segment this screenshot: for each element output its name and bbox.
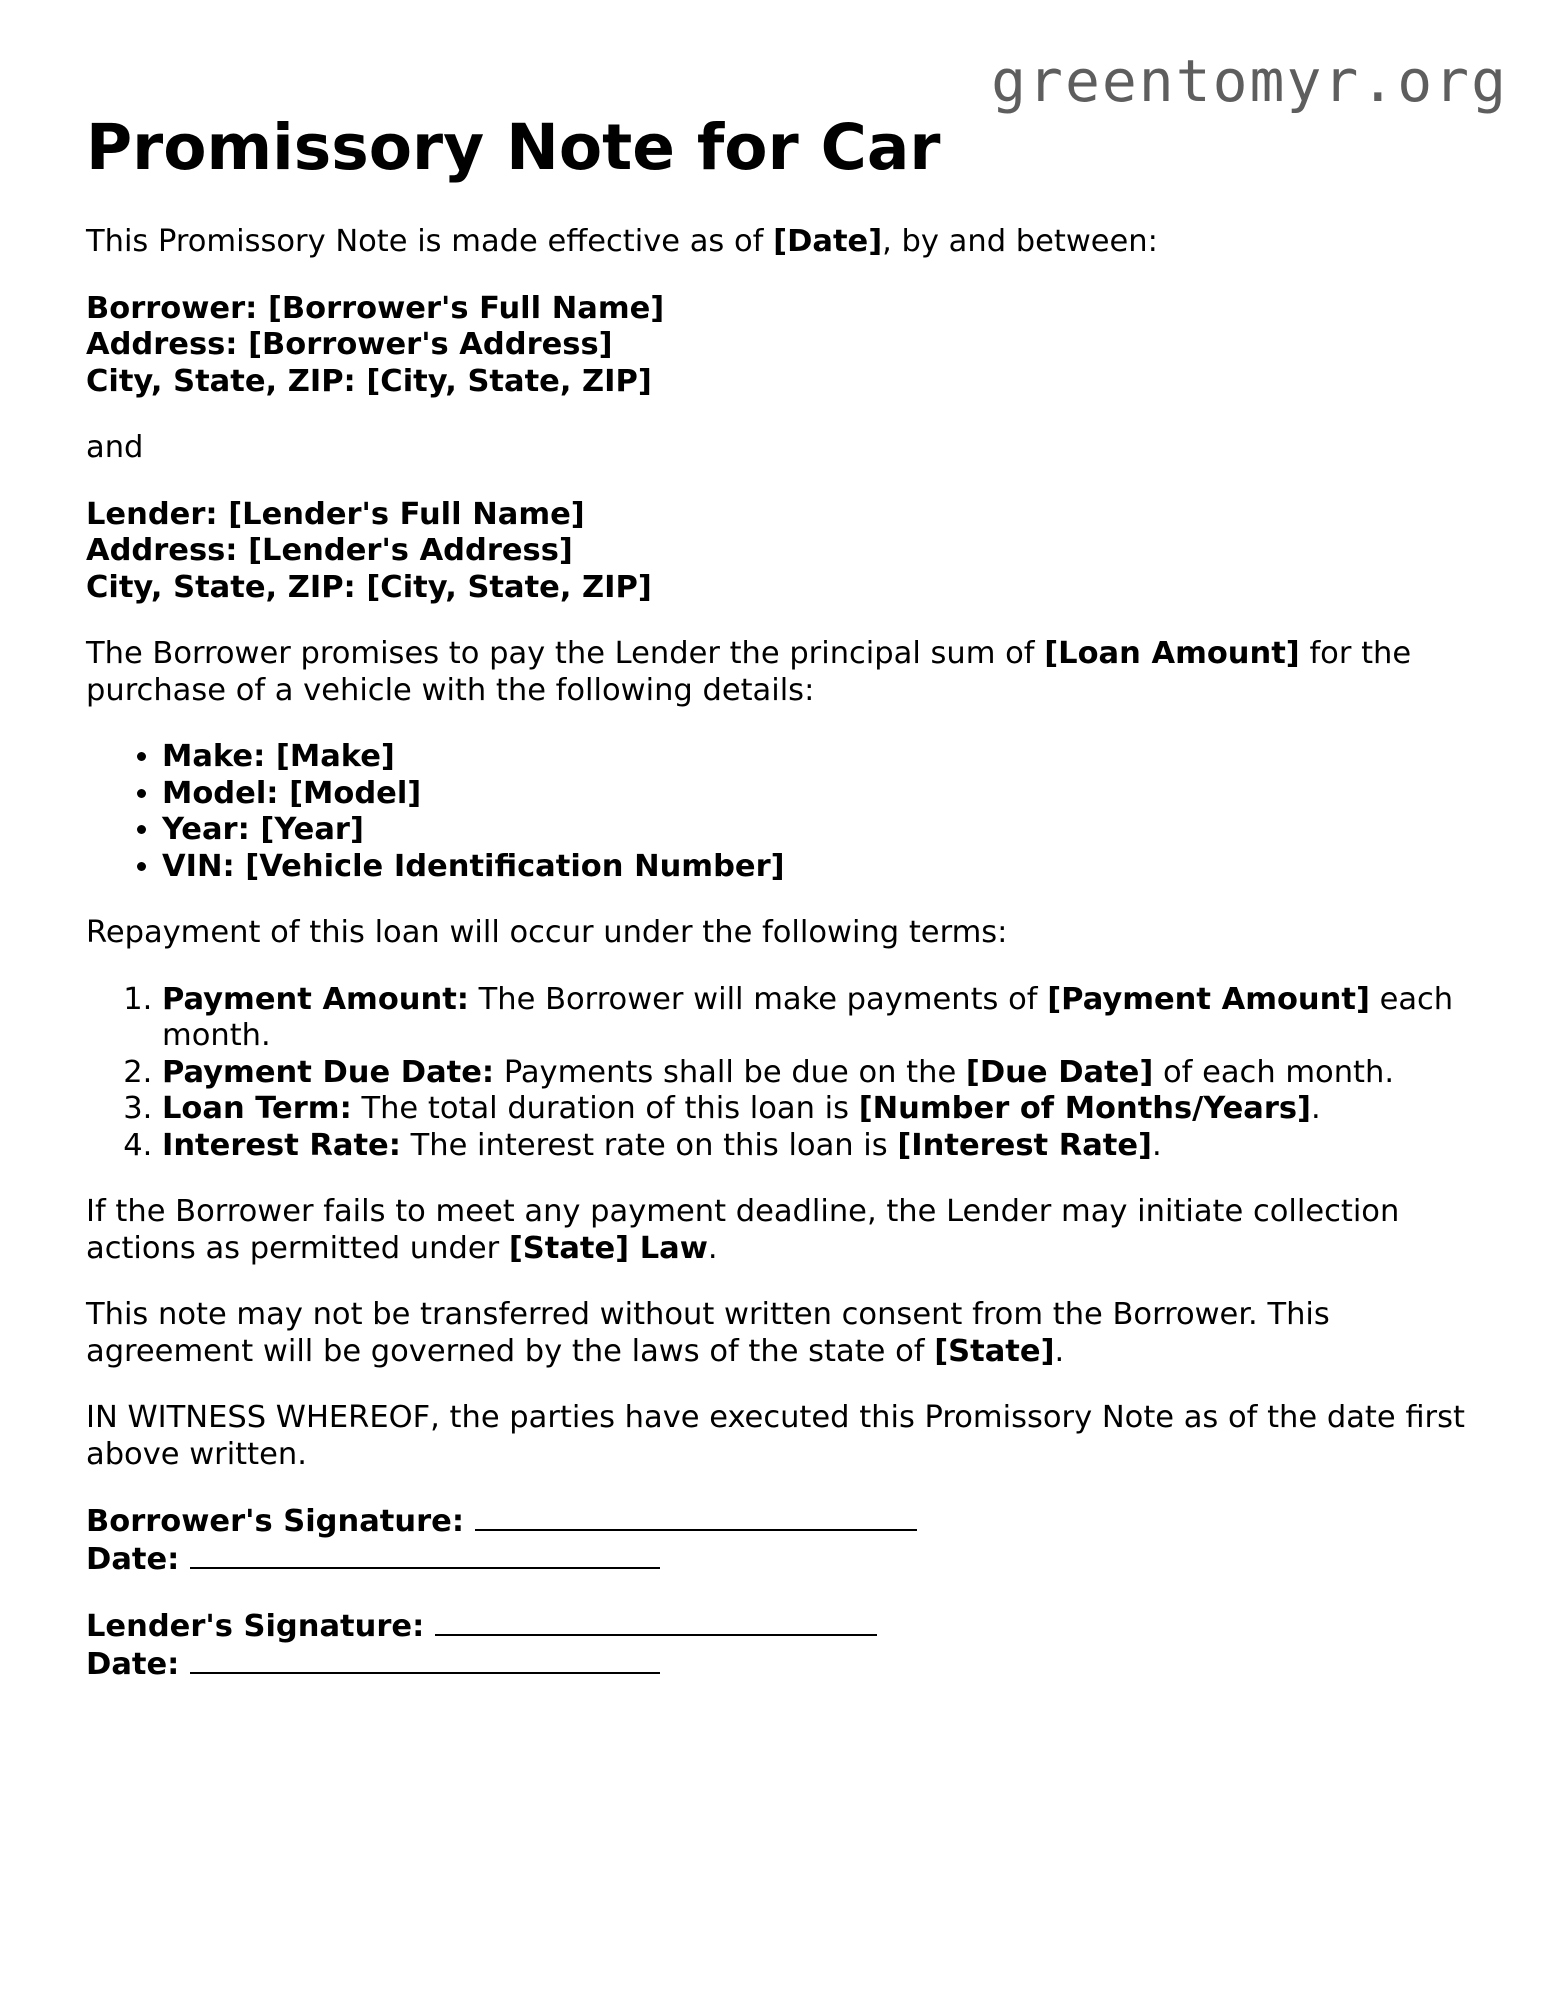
borrower-date-line[interactable]: [190, 1541, 660, 1569]
lender-block: [86, 497, 1472, 607]
vehicle-make: • Make: [Make]: [162, 739, 1472, 776]
terms-intro: Repayment of this loan will occur under the following terms:: [86, 915, 1008, 950]
borrower-signature-block: [86, 1503, 1472, 1578]
lender-address-line: Address: [Lender's Address]: [86, 533, 573, 568]
lender-city-line: City, State, ZIP: [City, State, ZIP]: [86, 569, 652, 605]
term-text: Payments shall be due on the: [494, 1054, 966, 1090]
intro-paragraph: [86, 224, 1472, 261]
watermark: greentomyr.org: [991, 47, 1508, 115]
term-label: Interest Rate:: [162, 1127, 401, 1163]
term-text: each month.: [162, 981, 1454, 1053]
lender-signature-label: Lender's Signature:: [86, 1609, 425, 1644]
vehicle-model: • Model: [Model]: [162, 776, 1472, 813]
term-text: The interest rate on this loan is: [400, 1127, 898, 1163]
borrower-block: [86, 291, 1472, 401]
page-title: Promissory Note for Car: [86, 111, 941, 184]
term-text: The total duration of this loan is: [351, 1091, 859, 1126]
document-page: [86, 110, 1472, 1683]
vehicle-year: • Year: [Year]: [162, 812, 1472, 849]
borrower-address-line: Address: [Borrower's Address]: [86, 327, 613, 362]
intro-suffix: , by and between:: [882, 224, 1158, 259]
repayment-terms-list: [86, 982, 1472, 1165]
term-interest-rate: [162, 1128, 1472, 1165]
and-text: and: [86, 430, 144, 465]
term-text: .: [1151, 1127, 1162, 1163]
transfer-suffix: .: [1054, 1333, 1065, 1369]
witness-paragraph: IN WITNESS WHEREOF, the parties have executed this Promissory Note as of the date first above written.: [86, 1400, 1465, 1472]
term-payment-due-date: [162, 1055, 1472, 1092]
term-value: [Interest Rate]: [897, 1127, 1152, 1163]
term-text: of each month.: [1153, 1054, 1395, 1090]
default-prefix: If the Borrower fails to meet any payment deadline, the Lender may initiate collection actions as permitted under: [86, 1194, 1400, 1266]
governing-law: [State] Law: [508, 1230, 708, 1266]
lender-date-label: Date:: [86, 1646, 180, 1682]
borrower-city-line: City, State, ZIP: [City, State, ZIP]: [86, 363, 652, 399]
principal-suffix: for the purchase of a vehicle with the following details:: [86, 636, 1412, 708]
borrower-signature-line[interactable]: [475, 1503, 917, 1531]
term-payment-amount: [162, 982, 1472, 1055]
effective-date: [Date]: [773, 224, 883, 259]
borrower-name-line: Borrower: [Borrower's Full Name]: [86, 290, 665, 326]
term-label: Loan Term:: [162, 1091, 352, 1126]
lender-name-line: Lender: [Lender's Full Name]: [86, 496, 585, 532]
term-label: Payment Due Date:: [162, 1054, 495, 1090]
intro-prefix: This Promissory Note is made effective as of: [86, 224, 774, 259]
term-value: [Payment Amount]: [1047, 981, 1370, 1017]
vehicle-vin: • VIN: [Vehicle Identification Number]: [162, 849, 1472, 886]
borrower-date-label: Date:: [86, 1541, 180, 1577]
transfer-clause: [86, 1297, 1472, 1370]
loan-amount: [Loan Amount]: [1044, 636, 1300, 671]
term-value: [Due Date]: [965, 1054, 1154, 1090]
lender-date-line[interactable]: [190, 1646, 660, 1674]
term-value: [Number of Months/Years]: [858, 1091, 1311, 1126]
governing-state: [State]: [934, 1333, 1055, 1369]
term-text: .: [1311, 1091, 1321, 1126]
default-suffix: .: [707, 1230, 718, 1266]
term-label: Payment Amount:: [162, 981, 469, 1017]
borrower-signature-label: Borrower's Signature:: [86, 1504, 465, 1539]
term-loan-term: [162, 1091, 1472, 1128]
term-text: The Borrower will make payments of: [468, 981, 1048, 1017]
lender-signature-block: [86, 1608, 1472, 1683]
transfer-prefix: This note may not be transferred without written consent from the Borrower. This agreement will be governed by the laws of the state of: [86, 1297, 1330, 1369]
lender-signature-line[interactable]: [435, 1608, 877, 1636]
principal-prefix: The Borrower promises to pay the Lender the principal sum of: [86, 636, 1045, 671]
principal-paragraph: [86, 636, 1472, 709]
default-clause: [86, 1194, 1472, 1267]
vehicle-details-list: [86, 739, 1472, 885]
